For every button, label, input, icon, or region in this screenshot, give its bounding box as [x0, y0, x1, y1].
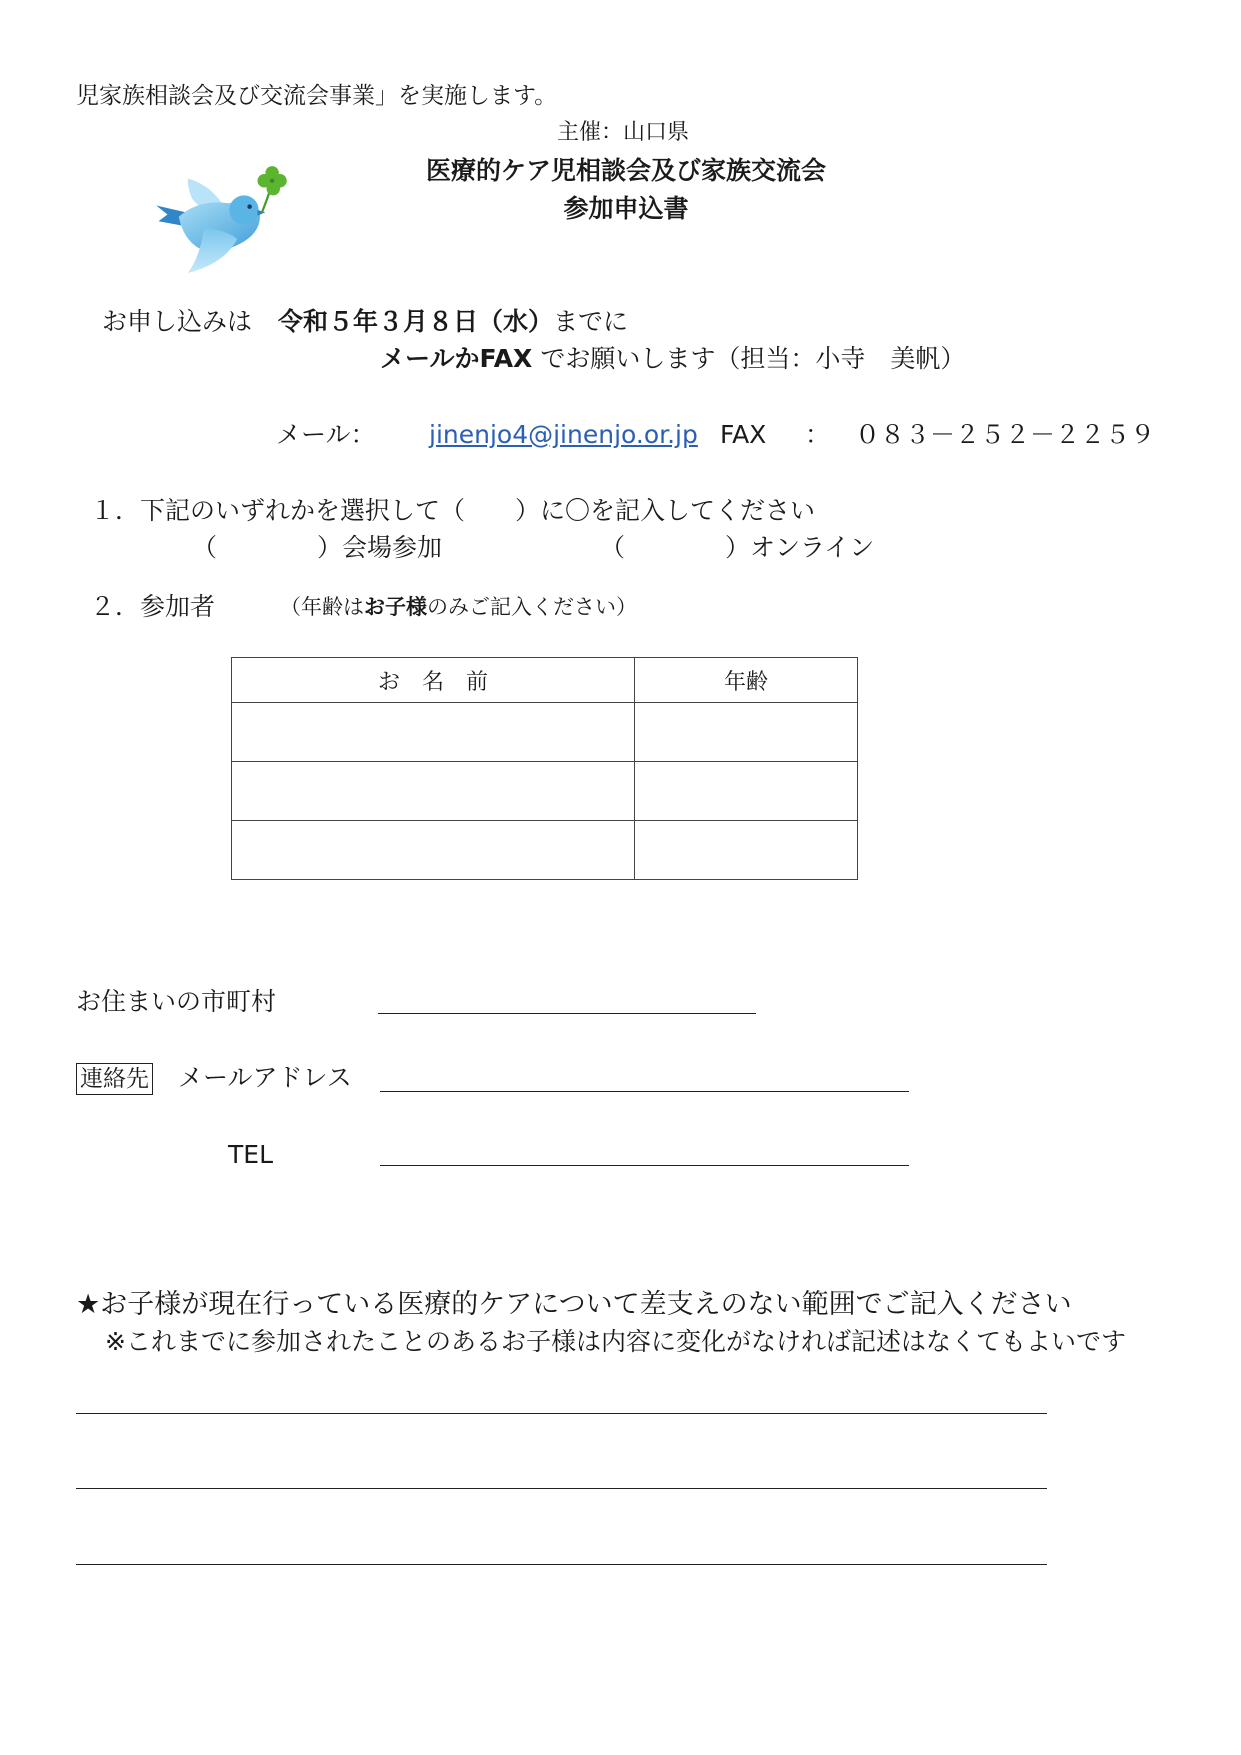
email-field-label: メールアドレス [178, 1063, 352, 1092]
section-2-note [280, 592, 637, 622]
section-2-note-close: のみご記入ください） [427, 595, 637, 619]
organizer: 主催：山口県 [557, 120, 690, 145]
email-link[interactable]: jinenjo4@jinenjo.or.jp [429, 420, 698, 449]
care-heading: ★お子様が現在行っている医療的ケアについて差支えのない範囲でご記入ください [76, 1289, 1072, 1320]
care-blank-line [76, 1488, 1047, 1489]
page-subtitle: 参加申込書 [563, 194, 689, 223]
contact-box-label: 連絡先 [76, 1063, 153, 1095]
deadline-prefix: お申し込みは [102, 307, 253, 336]
name-cell [232, 703, 635, 762]
section-1-instruction [90, 496, 1221, 526]
fax-label: FAX [720, 420, 767, 449]
age-cell [635, 703, 858, 762]
age-cell [635, 762, 858, 821]
table-row [232, 703, 858, 762]
section-1-number: １． [90, 496, 141, 525]
submission-method-line [380, 344, 1221, 374]
table-row [232, 762, 858, 821]
residence-blank-line [378, 1013, 756, 1014]
tel-blank-line [380, 1165, 909, 1166]
option-online: （ ）オンライン [600, 533, 875, 562]
care-blank-line [76, 1564, 1047, 1565]
submission-method-text: でお願いします（担当：小寺 美帆） [540, 344, 966, 373]
age-cell [635, 821, 858, 880]
intro-line: 児家族相談会及び交流会事業」を実施します。 [76, 83, 558, 109]
section-2-note-bold: お子様 [364, 595, 427, 619]
section-2-number: ２． [90, 592, 141, 621]
clover-icon [258, 166, 287, 212]
name-cell [232, 762, 635, 821]
name-cell [232, 821, 635, 880]
email-blank-line [380, 1091, 909, 1092]
submission-method-emphasis: メールかFAX [380, 344, 533, 373]
table-row [232, 821, 858, 880]
bird-icon [156, 179, 265, 274]
section-1-text: 下記のいずれかを選択して（ ）に〇を記入してください [140, 496, 816, 525]
bird-with-clover-icon [154, 165, 289, 273]
participants-table [231, 657, 858, 880]
table-header-age: 年齢 [635, 658, 858, 703]
mail-label: メール： [276, 420, 376, 449]
tel-label: TEL [228, 1140, 273, 1169]
section-2-note-open: （年齢は [280, 595, 364, 619]
deadline-line [102, 307, 628, 337]
table-header-name: お 名 前 [232, 658, 635, 703]
section-2-heading [90, 592, 215, 622]
care-blank-line [76, 1413, 1047, 1414]
option-venue: （ ）会場参加 [192, 533, 443, 562]
page-title: 医療的ケア児相談会及び家族交流会 [425, 156, 826, 185]
section-2-label: 参加者 [140, 592, 216, 621]
table-header-row [232, 658, 858, 703]
deadline-suffix: までに [553, 307, 629, 336]
care-note: ※これまでに参加されたことのあるお子様は内容に変化がなければ記述はなくてもよいです [105, 1327, 1126, 1356]
fax-number: ０８３－２５２－２２５９ [855, 420, 1156, 449]
residence-label: お住まいの市町村 [76, 987, 277, 1016]
fax-separator: ： [805, 420, 831, 449]
deadline-date: 令和５年３月８日（水） [278, 307, 554, 336]
